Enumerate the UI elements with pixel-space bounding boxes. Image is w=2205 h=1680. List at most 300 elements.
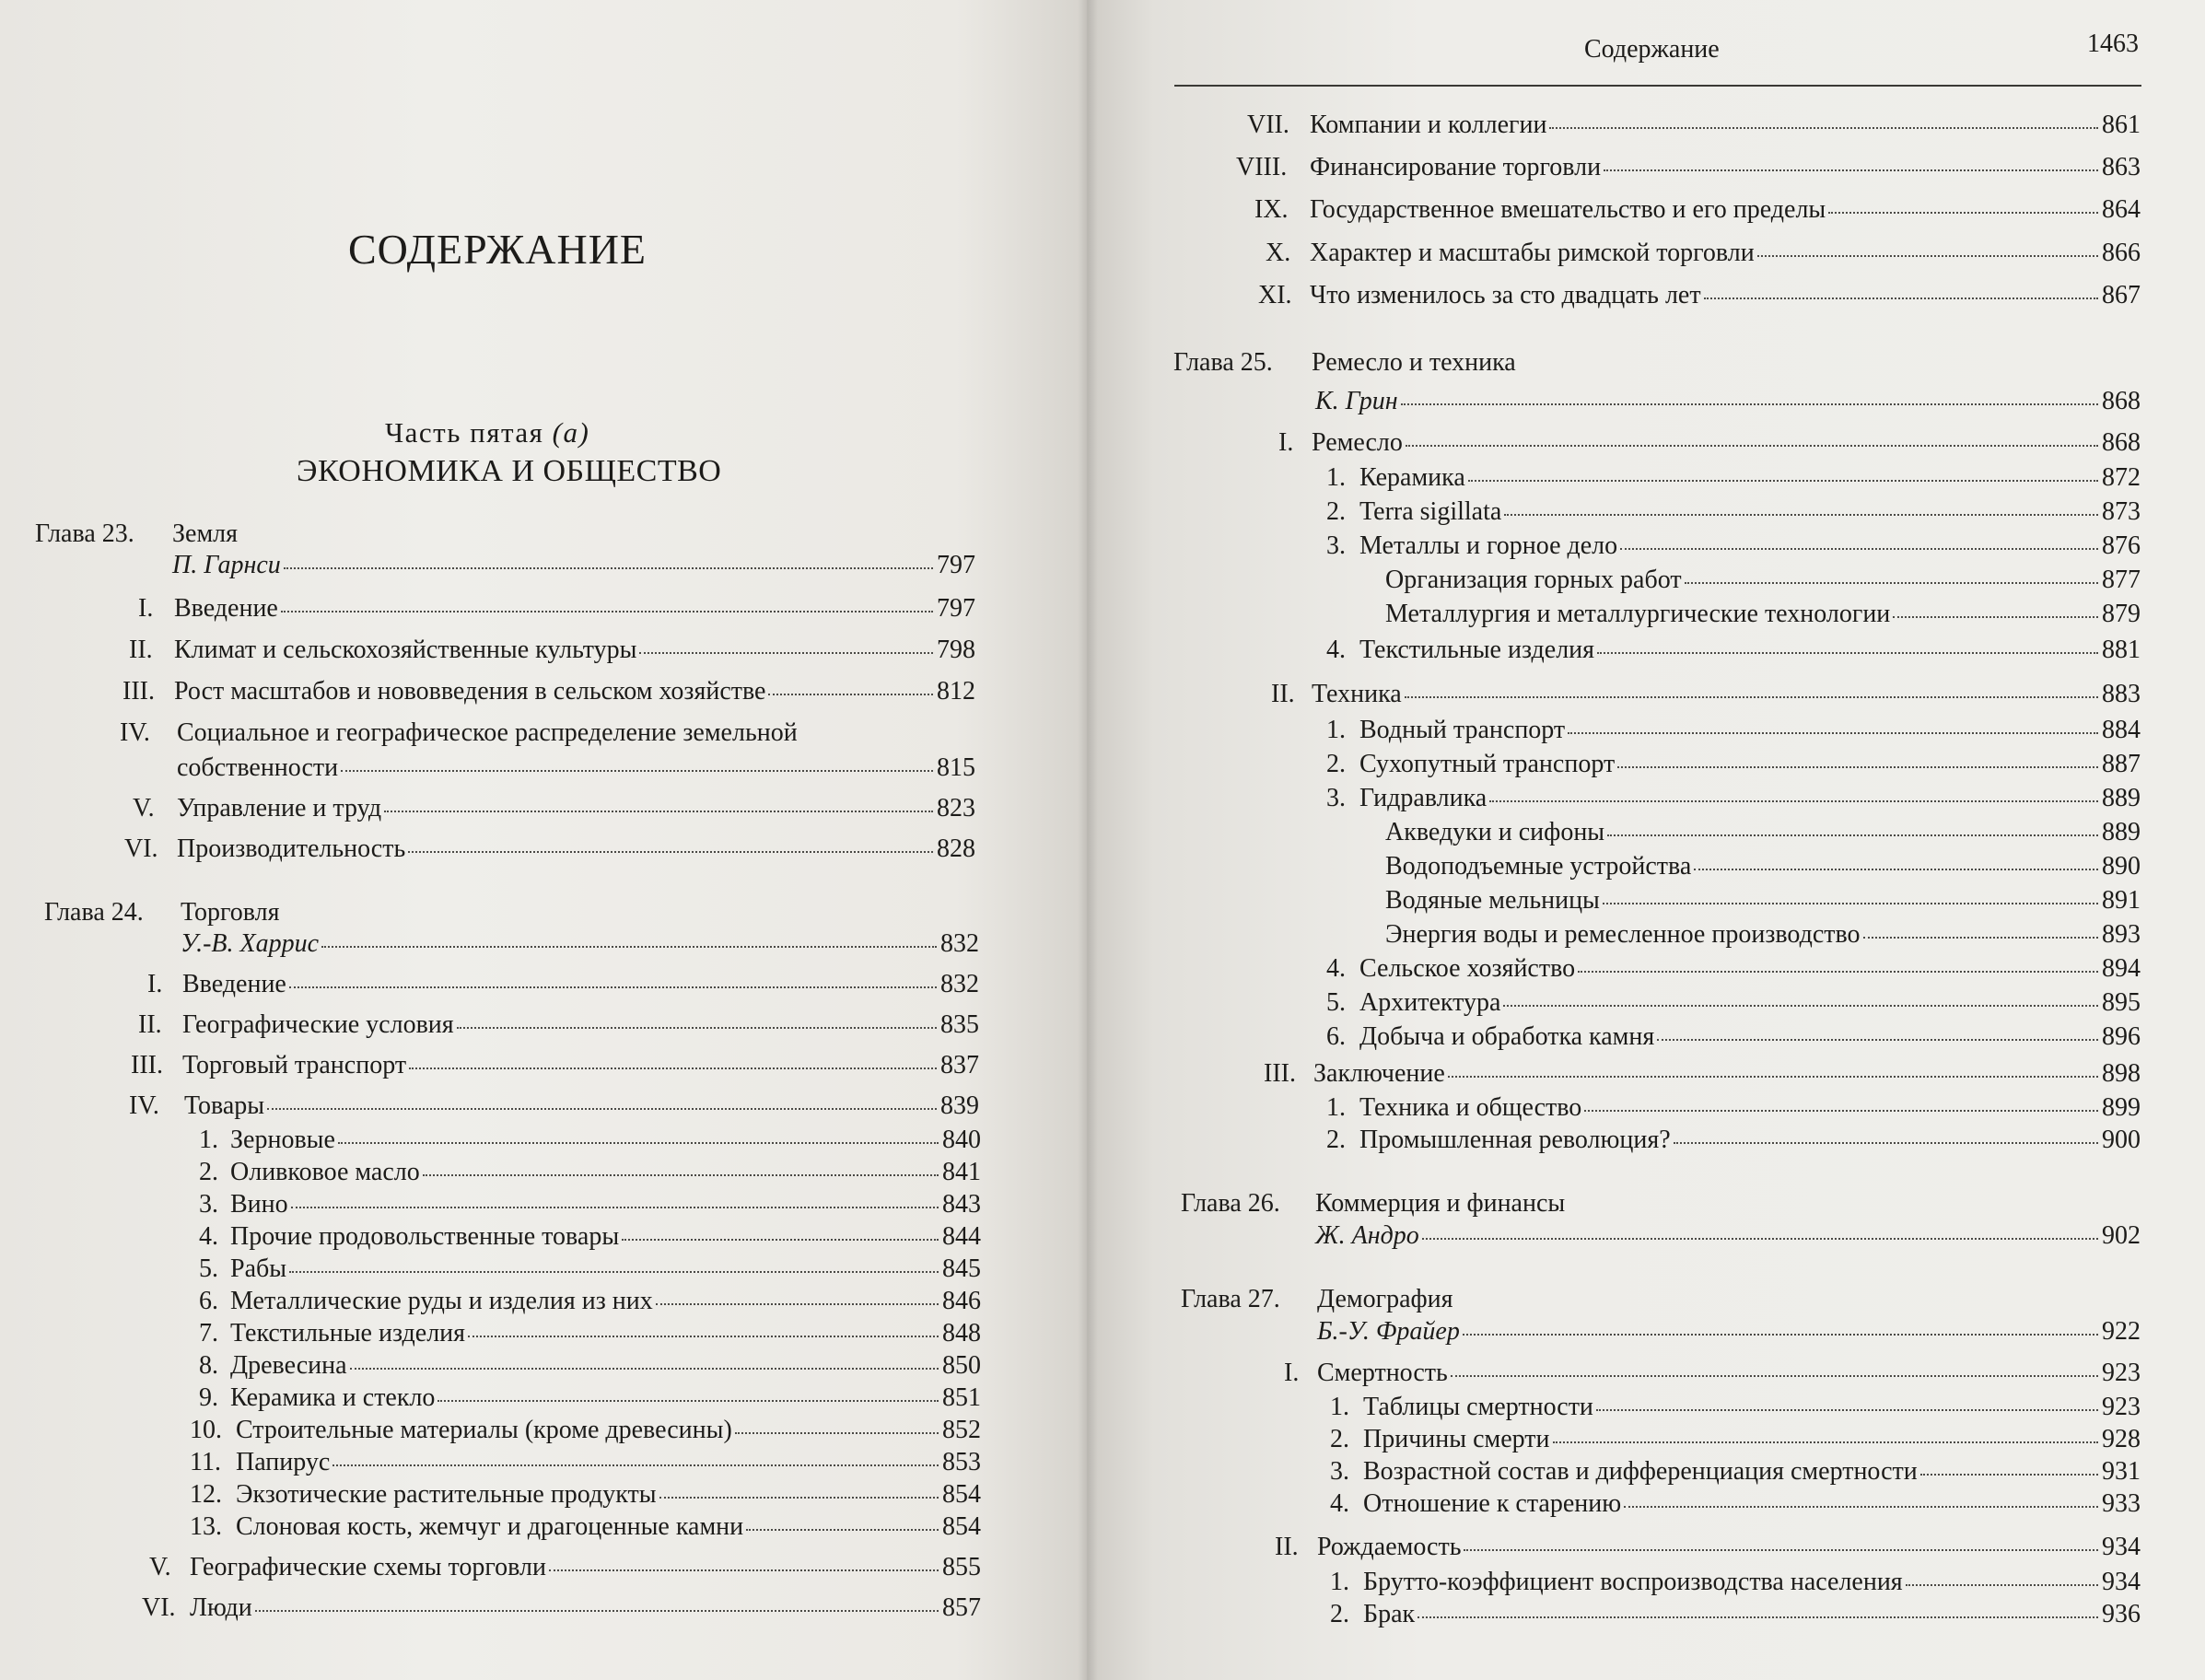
entry-text: Отношение к старению bbox=[1363, 1489, 1622, 1518]
dot-leader bbox=[659, 1496, 939, 1499]
page-ref: 835 bbox=[940, 1010, 979, 1039]
toc-entry[interactable] bbox=[174, 636, 975, 672]
page-ref: 868 bbox=[2102, 428, 2141, 457]
dot-leader bbox=[408, 850, 933, 853]
toc-entry[interactable] bbox=[1359, 1022, 2141, 1059]
header-rule bbox=[1174, 85, 2141, 87]
toc-entry[interactable] bbox=[1315, 387, 2141, 424]
entry-text: Водоподъемные устройства bbox=[1385, 852, 1692, 881]
entry-text: Рабы bbox=[230, 1254, 287, 1283]
section-mark: VI. bbox=[124, 834, 158, 863]
entry-text: Добыча и обработка камня bbox=[1359, 1022, 1655, 1051]
dot-leader bbox=[350, 1367, 939, 1370]
section-mark: II. bbox=[1275, 1533, 1299, 1561]
page-ref: 854 bbox=[942, 1480, 981, 1509]
toc-entry[interactable] bbox=[1310, 111, 2141, 147]
page-ref: 893 bbox=[2102, 920, 2141, 949]
page-ref: 868 bbox=[2102, 387, 2141, 415]
author-name: Ж. Андро bbox=[1315, 1221, 1419, 1250]
section-mark: I. bbox=[1278, 428, 1294, 457]
toc-entry[interactable] bbox=[230, 1319, 981, 1356]
section-mark: II. bbox=[138, 1010, 162, 1039]
entry-text: Географические схемы торговли bbox=[190, 1553, 546, 1581]
entry-text-continued: собственности bbox=[177, 753, 339, 782]
dot-leader bbox=[332, 1464, 939, 1466]
entry-text: Возрастной состав и дифференциация смертности bbox=[1363, 1457, 1918, 1486]
dot-leader bbox=[1578, 970, 2098, 973]
section-mark: I. bbox=[1284, 1359, 1300, 1387]
entry-text: Что изменилось за сто двадцать лет bbox=[1310, 281, 1701, 309]
toc-entry[interactable] bbox=[1359, 954, 2141, 991]
item-mark: 6. bbox=[199, 1287, 218, 1315]
dot-leader bbox=[1405, 695, 2098, 698]
page-ref: 840 bbox=[942, 1126, 981, 1154]
toc-entry[interactable] bbox=[230, 1254, 981, 1291]
page-ref: 828 bbox=[937, 834, 975, 863]
toc-entry[interactable] bbox=[1312, 428, 2141, 465]
dot-leader bbox=[1620, 547, 2098, 550]
page-ref: 841 bbox=[942, 1158, 981, 1186]
dot-leader bbox=[468, 1335, 939, 1337]
entry-text: Промышленная революция? bbox=[1359, 1126, 1671, 1154]
item-mark: 3. bbox=[1326, 784, 1346, 812]
page-ref: 843 bbox=[942, 1190, 981, 1219]
toc-entry[interactable] bbox=[1313, 1059, 2141, 1096]
page-ref: 889 bbox=[2102, 818, 2141, 846]
toc-entry[interactable] bbox=[172, 551, 975, 588]
entry-text: Керамика и стекло bbox=[230, 1383, 436, 1412]
toc-entry[interactable] bbox=[1315, 1221, 2141, 1258]
entry-text: Вино bbox=[230, 1190, 288, 1219]
page-ref: 891 bbox=[2102, 886, 2141, 915]
dot-leader bbox=[1704, 297, 2098, 299]
page-ref: 873 bbox=[2102, 497, 2141, 526]
dot-leader bbox=[289, 1270, 939, 1273]
entry-text: Производительность bbox=[177, 834, 406, 863]
page-ref: 884 bbox=[2102, 716, 2141, 744]
section-mark: IV. bbox=[129, 1091, 159, 1120]
toc-entry[interactable] bbox=[1363, 1425, 2141, 1462]
toc-entry[interactable] bbox=[230, 1126, 981, 1162]
page-ref: 902 bbox=[2102, 1221, 2141, 1250]
dot-leader bbox=[321, 945, 937, 948]
entry-text: Прочие продовольственные товары bbox=[230, 1222, 620, 1251]
toc-entry[interactable] bbox=[1385, 852, 2141, 889]
item-mark: 2. bbox=[1330, 1425, 1349, 1453]
dot-leader bbox=[639, 651, 933, 654]
toc-entry[interactable] bbox=[236, 1480, 981, 1517]
item-mark: 10. bbox=[190, 1416, 222, 1444]
toc-entry[interactable] bbox=[230, 1222, 981, 1259]
entry-text: Акведуки и сифоны bbox=[1385, 818, 1605, 846]
page-ref: 867 bbox=[2102, 281, 2141, 309]
item-mark: 2. bbox=[199, 1158, 218, 1186]
item-mark: 2. bbox=[1330, 1600, 1349, 1628]
dot-leader bbox=[1584, 1109, 2098, 1112]
section-mark: II. bbox=[1271, 680, 1295, 708]
page-ref: 846 bbox=[942, 1287, 981, 1315]
entry-text: Географические условия bbox=[182, 1010, 454, 1039]
toc-entry[interactable] bbox=[236, 1512, 981, 1549]
page-ref: 895 bbox=[2102, 988, 2141, 1017]
page-ref: 864 bbox=[2102, 195, 2141, 224]
entry-text: Техника bbox=[1312, 680, 1402, 708]
dot-leader bbox=[1406, 444, 2098, 447]
page-ref: 936 bbox=[2102, 1600, 2141, 1628]
toc-entry[interactable] bbox=[1310, 281, 2141, 318]
toc-entry[interactable] bbox=[174, 594, 975, 631]
toc-entry[interactable] bbox=[1363, 1393, 2141, 1429]
toc-entry[interactable] bbox=[1317, 1359, 2141, 1395]
toc-entry[interactable] bbox=[174, 677, 975, 714]
toc-entry[interactable] bbox=[1363, 1489, 2141, 1526]
item-mark: 1. bbox=[1326, 463, 1346, 492]
dot-leader bbox=[255, 1609, 939, 1612]
toc-entry[interactable] bbox=[230, 1383, 981, 1420]
dot-leader bbox=[735, 1431, 939, 1434]
toc-entry[interactable] bbox=[1310, 239, 2141, 275]
page-ref: 883 bbox=[2102, 680, 2141, 708]
page-ref: 866 bbox=[2102, 239, 2141, 267]
part-label-suffix: (а) bbox=[552, 416, 590, 449]
page-ref: 922 bbox=[2102, 1317, 2141, 1346]
page-ref: 899 bbox=[2102, 1093, 2141, 1122]
dot-leader bbox=[622, 1238, 939, 1241]
dot-leader bbox=[1448, 1075, 2098, 1078]
entry-text: Зерновые bbox=[230, 1126, 335, 1154]
page-ref: 857 bbox=[942, 1593, 981, 1622]
page-ref: 797 bbox=[937, 594, 975, 623]
section-mark: VI. bbox=[142, 1593, 176, 1622]
dot-leader bbox=[656, 1302, 939, 1305]
dot-leader bbox=[409, 1067, 937, 1069]
entry-text: Папирус bbox=[236, 1448, 331, 1476]
item-mark: 12. bbox=[190, 1480, 222, 1509]
toc-entry[interactable] bbox=[177, 794, 975, 831]
page-ref: 797 bbox=[937, 551, 975, 579]
entry-text: Terra sigillata bbox=[1359, 497, 1502, 526]
dot-leader bbox=[1617, 765, 2098, 768]
chapter-title: Торговля bbox=[181, 898, 280, 927]
item-mark: 2. bbox=[1326, 1126, 1346, 1154]
running-title: Содержание bbox=[1584, 35, 1720, 64]
toc-entry[interactable] bbox=[1359, 988, 2141, 1025]
author-name: П. Гарнси bbox=[172, 551, 281, 579]
page-ref: 881 bbox=[2102, 636, 2141, 664]
entry-text: Рождаемость bbox=[1317, 1533, 1462, 1561]
toc-entry[interactable] bbox=[230, 1351, 981, 1388]
toc-entry[interactable] bbox=[182, 1010, 979, 1047]
toc-entry[interactable] bbox=[1385, 886, 2141, 923]
page-ref: 798 bbox=[937, 636, 975, 664]
dot-leader bbox=[768, 693, 933, 695]
toc-entry[interactable] bbox=[1310, 153, 2141, 190]
dot-leader bbox=[549, 1569, 939, 1571]
dot-leader bbox=[1694, 868, 2098, 870]
page-ref: 923 bbox=[2102, 1393, 2141, 1421]
toc-entry[interactable] bbox=[236, 1416, 981, 1452]
toc-entry[interactable] bbox=[181, 929, 979, 966]
item-mark: 3. bbox=[199, 1190, 218, 1219]
page-ref: 900 bbox=[2102, 1126, 2141, 1154]
section-mark: III. bbox=[122, 677, 155, 706]
toc-entry[interactable] bbox=[1317, 1533, 2141, 1569]
dot-leader bbox=[1828, 211, 2098, 214]
entry-text: Водяные мельницы bbox=[1385, 886, 1600, 915]
toc-entry[interactable] bbox=[1385, 566, 2141, 602]
toc-entry[interactable] bbox=[190, 1593, 981, 1630]
page-ref: 887 bbox=[2102, 750, 2141, 778]
entry-text: Введение bbox=[182, 970, 286, 998]
dot-leader bbox=[457, 1026, 937, 1029]
page-ref: 837 bbox=[940, 1051, 979, 1079]
entry-text: Торговый транспорт bbox=[182, 1051, 407, 1079]
page-ref: 933 bbox=[2102, 1489, 2141, 1518]
toc-entry[interactable] bbox=[1359, 750, 2141, 787]
entry-text: Гидравлика bbox=[1359, 784, 1488, 812]
dot-leader bbox=[1604, 169, 2098, 171]
section-mark: I. bbox=[147, 970, 163, 998]
entry-text: Государственное вмешательство и его пределы bbox=[1310, 195, 1826, 224]
toc-entry[interactable] bbox=[1359, 531, 2141, 568]
dot-leader bbox=[384, 810, 933, 812]
item-mark: 13. bbox=[190, 1512, 222, 1541]
page-ref: 889 bbox=[2102, 784, 2141, 812]
item-mark: 1. bbox=[1330, 1568, 1349, 1596]
page-ref: 832 bbox=[940, 970, 979, 998]
toc-entry[interactable] bbox=[1359, 1126, 2141, 1162]
section-mark: III. bbox=[131, 1051, 163, 1079]
page-ref: 844 bbox=[942, 1222, 981, 1251]
toc-entry[interactable] bbox=[177, 753, 975, 790]
entry-text: Климат и сельскохозяйственные культуры bbox=[174, 636, 637, 664]
author-name: К. Грин bbox=[1315, 387, 1398, 415]
item-mark: 4. bbox=[1330, 1489, 1349, 1518]
page-ref: 876 bbox=[2102, 531, 2141, 560]
toc-entry[interactable] bbox=[190, 1553, 981, 1590]
dot-leader bbox=[1451, 1374, 2098, 1377]
entry-text: Рост масштабов и нововведения в сельском хозяйстве bbox=[174, 677, 766, 706]
section-mark: VII. bbox=[1247, 111, 1289, 139]
dot-leader bbox=[1597, 651, 2098, 654]
entry-text: Древесина bbox=[230, 1351, 347, 1380]
page-ref: 877 bbox=[2102, 566, 2141, 594]
section-mark: V. bbox=[133, 794, 155, 822]
entry-text: Текстильные изделия bbox=[1359, 636, 1595, 664]
section-mark: IX. bbox=[1254, 195, 1289, 224]
dot-leader bbox=[1464, 1548, 2098, 1551]
chapter-label: Глава 23. bbox=[35, 519, 134, 548]
toc-entry[interactable] bbox=[1310, 195, 2141, 232]
section-mark: I. bbox=[138, 594, 154, 623]
toc-entry[interactable] bbox=[177, 834, 975, 871]
dot-leader bbox=[291, 1206, 939, 1208]
part-title: ЭКОНОМИКА И ОБЩЕСТВО bbox=[297, 454, 722, 488]
page-ref: 855 bbox=[942, 1553, 981, 1581]
item-mark: 2. bbox=[1326, 497, 1346, 526]
page-ref: 863 bbox=[2102, 153, 2141, 181]
entry-text: Экзотические растительные продукты bbox=[236, 1480, 657, 1509]
toc-entry[interactable] bbox=[1312, 680, 2141, 717]
dot-leader bbox=[1568, 731, 2098, 734]
item-mark: 1. bbox=[1330, 1393, 1349, 1421]
entry-text: Водный транспорт bbox=[1359, 716, 1566, 744]
page-ref: 852 bbox=[942, 1416, 981, 1444]
toc-entry[interactable] bbox=[1385, 818, 2141, 855]
dot-leader bbox=[281, 610, 933, 612]
page-ref: 931 bbox=[2102, 1457, 2141, 1486]
dot-leader bbox=[1863, 936, 2098, 939]
item-mark: 11. bbox=[190, 1448, 221, 1476]
entry-text: Управление и труд bbox=[177, 794, 382, 822]
toc-entry[interactable] bbox=[1359, 463, 2141, 500]
page-ref: 815 bbox=[937, 753, 975, 782]
page-ref: 845 bbox=[942, 1254, 981, 1283]
item-mark: 4. bbox=[1326, 954, 1346, 983]
entry-text: Керамика bbox=[1359, 463, 1465, 492]
dot-leader bbox=[1418, 1616, 2098, 1618]
toc-entry[interactable] bbox=[230, 1287, 981, 1324]
item-mark: 6. bbox=[1326, 1022, 1346, 1051]
page-ref: 848 bbox=[942, 1319, 981, 1348]
dot-leader bbox=[1757, 254, 2098, 257]
section-mark: XI. bbox=[1258, 281, 1292, 309]
entry-text: Заключение bbox=[1313, 1059, 1445, 1088]
section-mark: X. bbox=[1266, 239, 1291, 267]
toc-entry[interactable] bbox=[1385, 600, 2141, 636]
item-mark: 5. bbox=[1326, 988, 1346, 1017]
entry-text: Сухопутный транспорт bbox=[1359, 750, 1616, 778]
item-mark: 7. bbox=[199, 1319, 218, 1348]
toc-entry[interactable] bbox=[230, 1190, 981, 1227]
page-ref: 894 bbox=[2102, 954, 2141, 983]
toc-entry[interactable] bbox=[1359, 497, 2141, 534]
item-mark: 1. bbox=[1326, 1093, 1346, 1122]
dot-leader bbox=[289, 986, 937, 988]
entry-text: Энергия воды и ремесленное производство bbox=[1385, 920, 1861, 949]
item-mark: 2. bbox=[1326, 750, 1346, 778]
author-name: Б.-У. Фрайер bbox=[1317, 1317, 1460, 1346]
dot-leader bbox=[1596, 1408, 2098, 1411]
entry-text: Архитектура bbox=[1359, 988, 1501, 1017]
dot-leader bbox=[338, 1141, 939, 1144]
item-mark: 4. bbox=[1326, 636, 1346, 664]
entry-text: Компании и коллегии bbox=[1310, 111, 1547, 139]
chapter-title: Ремесло и техника bbox=[1312, 348, 1516, 377]
entry-text: Слоновая кость, жемчуг и драгоценные камни bbox=[236, 1512, 744, 1541]
entry-text: Финансирование торговли bbox=[1310, 153, 1602, 181]
item-mark: 4. bbox=[199, 1222, 218, 1251]
item-mark: 1. bbox=[199, 1126, 218, 1154]
dot-leader bbox=[1685, 581, 2098, 584]
dot-leader bbox=[284, 566, 933, 569]
toc-entry[interactable] bbox=[1317, 1317, 2141, 1354]
toc-entry[interactable] bbox=[182, 970, 979, 1007]
toc-entry[interactable] bbox=[184, 1091, 979, 1128]
entry-text: Таблицы смертности bbox=[1363, 1393, 1593, 1421]
toc-entry[interactable] bbox=[1363, 1568, 2141, 1604]
dot-leader bbox=[1503, 1004, 2098, 1007]
dot-leader bbox=[438, 1399, 939, 1402]
part-label-text: Часть пятая bbox=[385, 416, 544, 449]
toc-entry[interactable] bbox=[1385, 920, 2141, 957]
entry-text: Металлургия и металлургические технологии bbox=[1385, 600, 1891, 628]
dot-leader bbox=[1553, 1441, 2099, 1443]
toc-entry[interactable] bbox=[230, 1158, 981, 1195]
entry-text: Металлические руды и изделия из них bbox=[230, 1287, 653, 1315]
section-mark: VIII. bbox=[1236, 153, 1288, 181]
dot-leader bbox=[1906, 1583, 2098, 1586]
toc-entry[interactable] bbox=[1359, 784, 2141, 821]
dot-leader bbox=[1893, 615, 2098, 618]
section-mark: II. bbox=[129, 636, 153, 664]
section-mark: V. bbox=[149, 1553, 171, 1581]
book-gutter bbox=[1078, 0, 1098, 1680]
entry-text: Люди bbox=[190, 1593, 252, 1622]
dot-leader bbox=[746, 1528, 939, 1531]
entry-text: Техника и общество bbox=[1359, 1093, 1582, 1122]
dot-leader bbox=[423, 1173, 939, 1176]
page-ref: 923 bbox=[2102, 1359, 2141, 1387]
entry-text: Текстильные изделия bbox=[230, 1319, 466, 1348]
chapter-title: Демография bbox=[1317, 1285, 1453, 1313]
toc-entry[interactable] bbox=[1359, 636, 2141, 672]
entry-text: Оливковое масло bbox=[230, 1158, 420, 1186]
chapter-label: Глава 26. bbox=[1181, 1189, 1280, 1218]
page-ref: 839 bbox=[940, 1091, 979, 1120]
chapter-label: Глава 27. bbox=[1181, 1285, 1280, 1313]
chapter-title: Земля bbox=[172, 519, 239, 548]
item-mark: 5. bbox=[199, 1254, 218, 1283]
dot-leader bbox=[1607, 834, 2098, 836]
dot-leader bbox=[1624, 1505, 2098, 1508]
dot-leader bbox=[1422, 1237, 2098, 1240]
dot-leader bbox=[1489, 799, 2098, 802]
page-ref: 851 bbox=[942, 1383, 981, 1412]
entry-text: Ремесло bbox=[1312, 428, 1403, 457]
entry-text: Причины смерти bbox=[1363, 1425, 1550, 1453]
dot-leader bbox=[1504, 513, 2098, 516]
toc-entry[interactable] bbox=[1363, 1600, 2141, 1637]
entry-text: Брак bbox=[1363, 1600, 1416, 1628]
toc-entry[interactable] bbox=[1359, 716, 2141, 752]
dot-leader bbox=[267, 1107, 937, 1110]
dot-leader bbox=[1401, 402, 2098, 405]
section-mark: IV. bbox=[120, 718, 150, 747]
page-ref: 879 bbox=[2102, 600, 2141, 628]
entry-text: Смертность bbox=[1317, 1359, 1448, 1387]
entry-text: Социальное и географическое распределение земельной bbox=[177, 718, 798, 747]
toc-entry[interactable] bbox=[236, 1448, 981, 1485]
entry-text: Сельское хозяйство bbox=[1359, 954, 1576, 983]
dot-leader bbox=[1674, 1141, 2098, 1144]
page-ref: 832 bbox=[940, 929, 979, 958]
item-mark: 1. bbox=[1326, 716, 1346, 744]
dot-leader bbox=[1549, 126, 2098, 129]
toc-entry[interactable] bbox=[182, 1051, 979, 1088]
dot-leader bbox=[1468, 479, 2098, 482]
page-ref: 872 bbox=[2102, 463, 2141, 492]
entry-text: Характер и масштабы римской торговли bbox=[1310, 239, 1755, 267]
toc-entry[interactable] bbox=[1363, 1457, 2141, 1494]
page-ref: 812 bbox=[937, 677, 975, 706]
page-number: 1463 bbox=[2087, 29, 2139, 58]
page-ref: 861 bbox=[2102, 111, 2141, 139]
item-mark: 3. bbox=[1326, 531, 1346, 560]
dot-leader bbox=[1657, 1038, 2098, 1041]
toc-entry[interactable] bbox=[1359, 1093, 2141, 1130]
part-label bbox=[385, 416, 589, 449]
